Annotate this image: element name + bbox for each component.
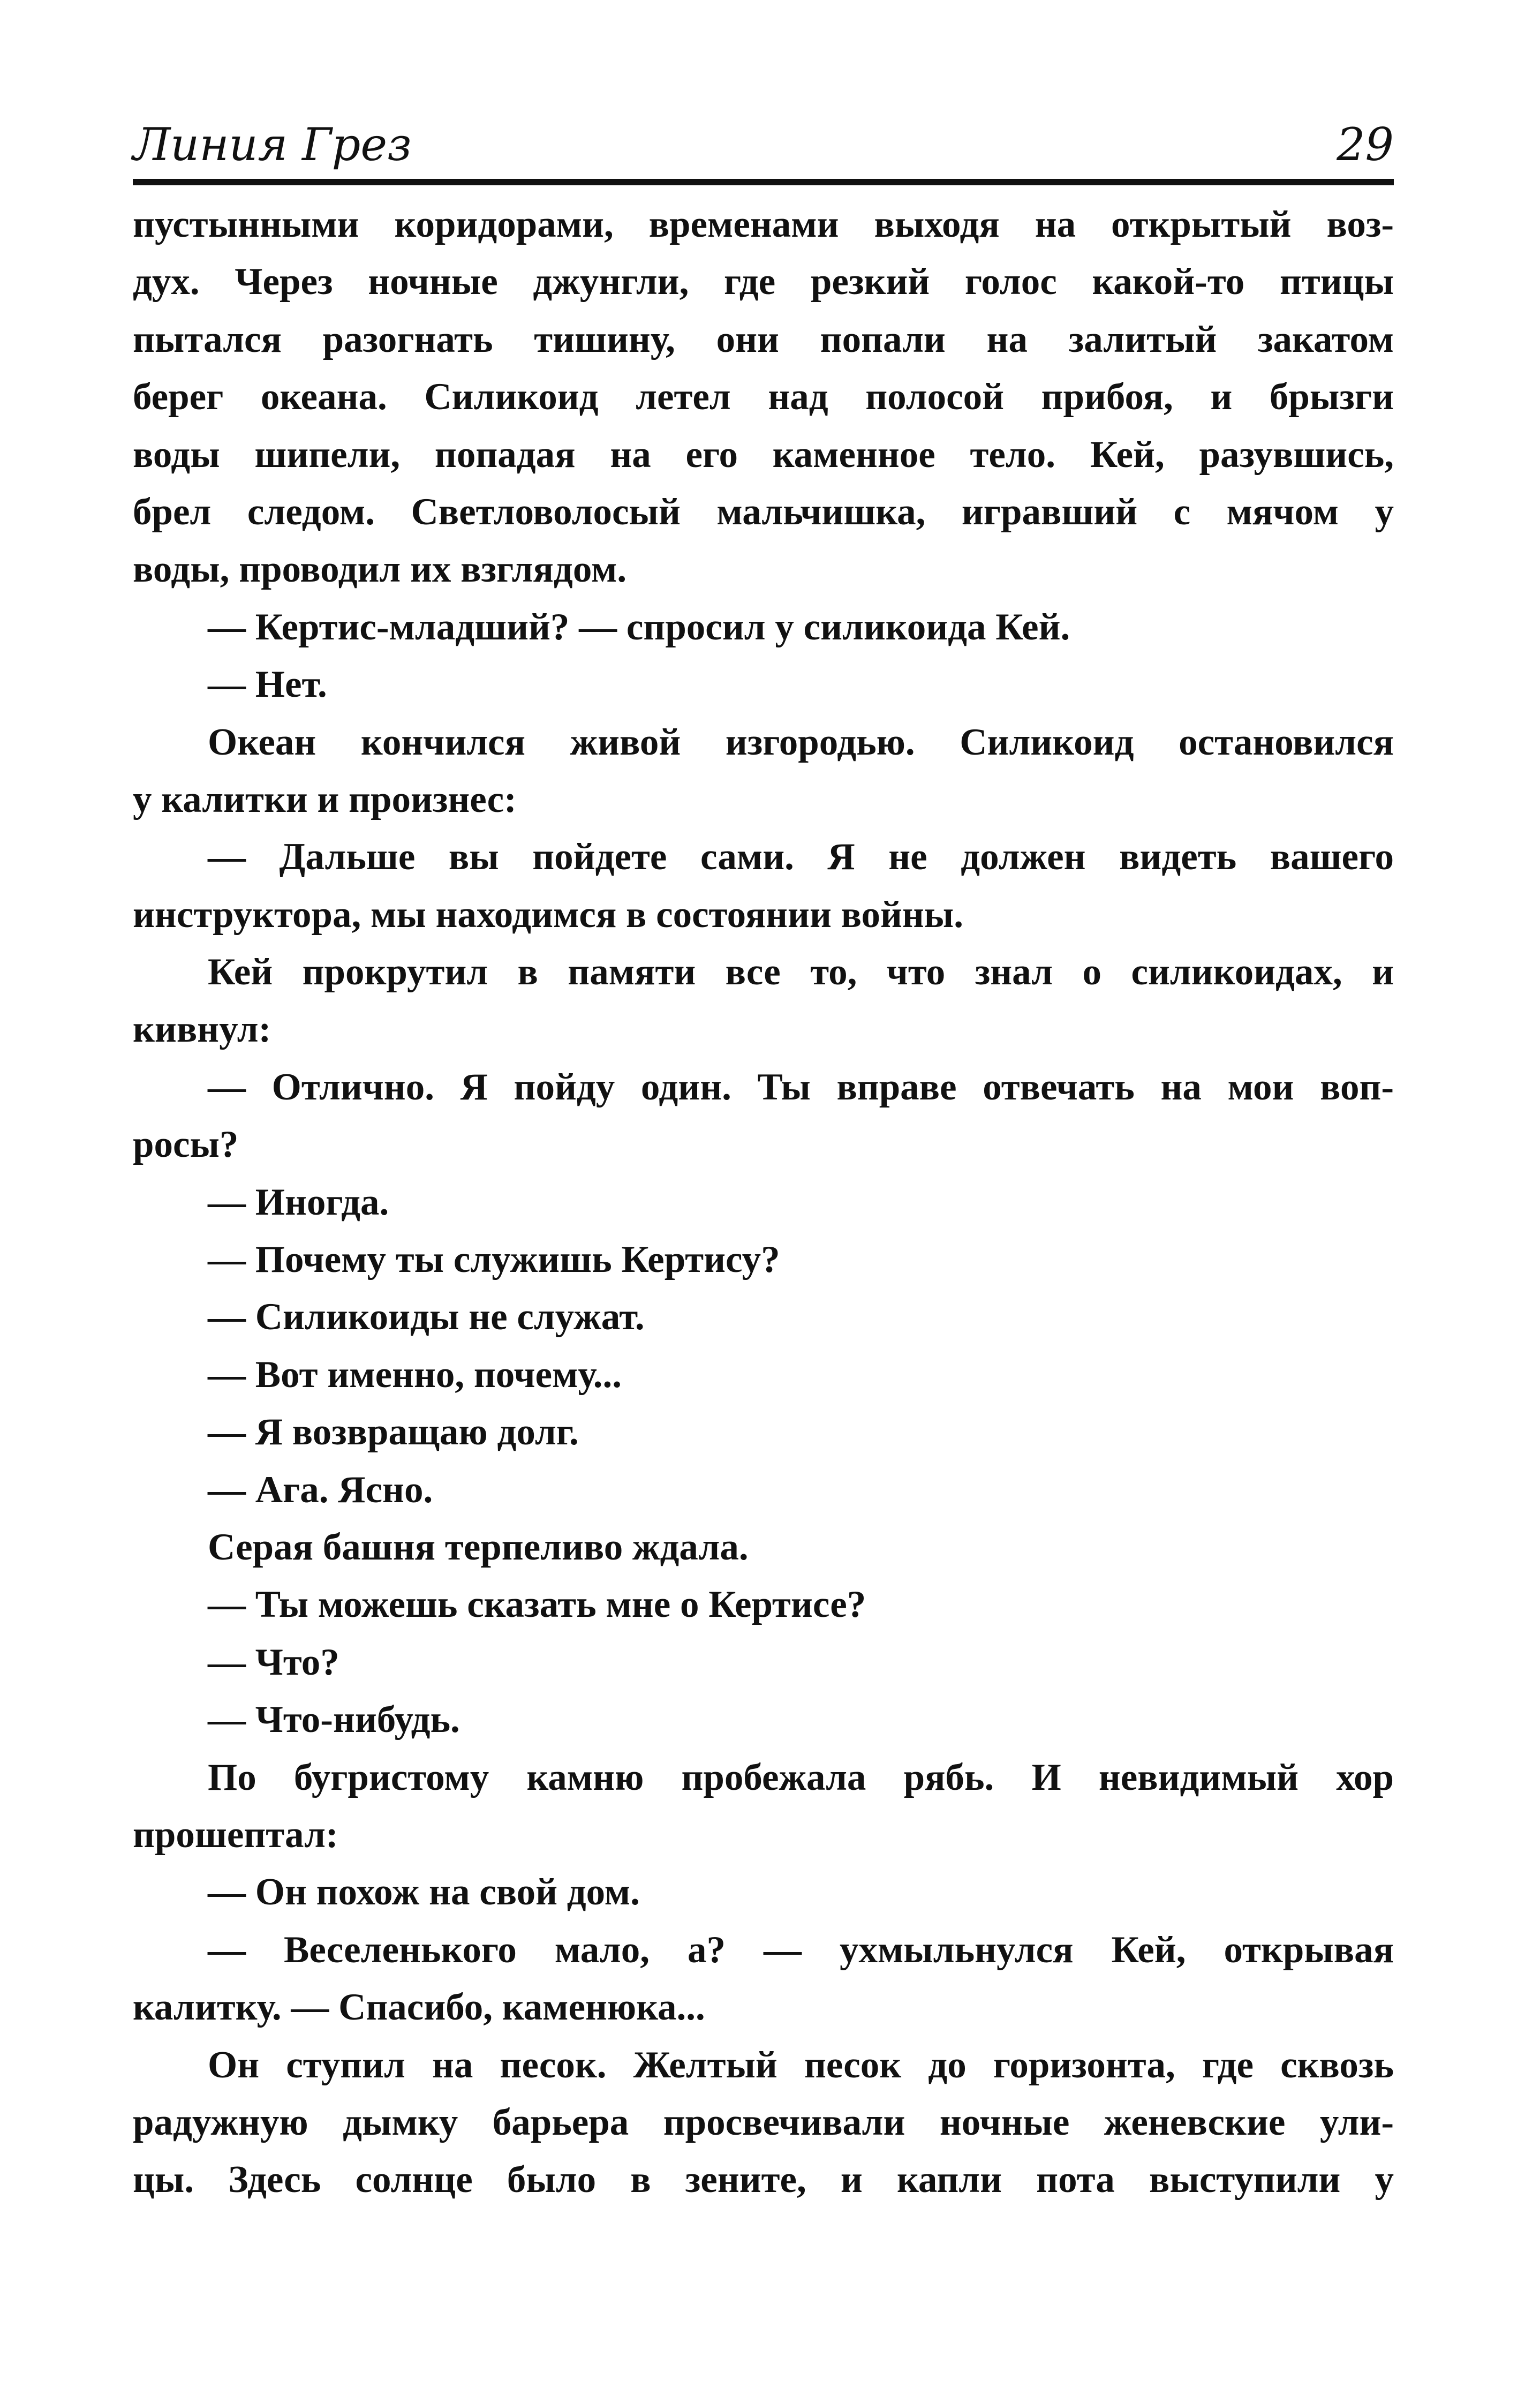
text-line: росы? (133, 1124, 239, 1166)
running-title: Линия Грез (133, 118, 412, 171)
text-line: — Дальше вы пойдете сами. Я не должен видеть вашего (208, 836, 1394, 878)
text-line: пытался разогнать тишину, они попали на залитый закатом (133, 318, 1394, 360)
text-line: Серая башня терпеливо ждала. (208, 1526, 749, 1568)
text-line: прошептал: (133, 1813, 338, 1856)
text-line: — Нет. (208, 664, 327, 706)
text-line: — Силикоиды не служат. (208, 1296, 645, 1338)
text-line: — Отлично. Я пойду один. Ты вправе отвечать на мои воп- (208, 1066, 1394, 1108)
text-line: кивнул: (133, 1008, 271, 1051)
text-line: радужную дымку барьера просвечивали ночные женевские ули- (133, 2101, 1394, 2143)
text-line: — Почему ты служишь Кертису? (208, 1239, 780, 1281)
page-header (133, 107, 1394, 171)
text-line: Кей прокрутил в памяти все то, что знал о силикоидах, и (208, 951, 1394, 993)
text-line: Он ступил на песок. Желтый песок до горизонта, где сквозь (208, 2044, 1394, 2086)
page-number: 29 (1337, 118, 1394, 171)
text-line: — Ты можешь сказать мне о Кертисе? (208, 1584, 866, 1626)
header-rule (133, 179, 1394, 185)
text-line: пустынными коридорами, временами выходя на открытый воз- (133, 204, 1394, 245)
text-line: цы. Здесь солнце было в зените, и капли пота выступили у (133, 2159, 1394, 2201)
text-line: — Он похож на свой дом. (208, 1871, 640, 1914)
body-text (133, 196, 1394, 2209)
text-line: воды шипели, попадая на его каменное тело. Кей, разувшись, (133, 433, 1394, 476)
text-line: воды, проводил их взглядом. (133, 548, 627, 591)
text-line: Океан кончился живой изгородью. Силикоид остановился (208, 721, 1394, 763)
text-line: брел следом. Светловолосый мальчишка, игравший с мячом у (133, 491, 1394, 533)
text-line: у калитки и произнес: (133, 778, 517, 820)
text-line: — Вот именно, почему... (208, 1353, 622, 1396)
text-line: — Ага. Ясно. (208, 1468, 433, 1511)
text-line: — Что-нибудь. (208, 1699, 460, 1741)
text-line: По бугристому камню пробежала рябь. И невидимый хор (208, 1756, 1394, 1798)
text-line: — Кертис-младший? — спросил у силикоида Кей. (208, 606, 1070, 648)
text-line: — Я возвращаю долг. (208, 1411, 579, 1453)
text-line: калитку. — Спасибо, каменюка... (133, 1986, 705, 2029)
text-line: — Что? (208, 1641, 339, 1683)
text-line: — Иногда. (208, 1181, 389, 1223)
text-line: дух. Через ночные джунгли, где резкий голос какой-то птицы (133, 261, 1394, 303)
text-line: берег океана. Силикоид летел над полосой прибоя, и брызги (133, 376, 1394, 418)
text-line: инструктора, мы находимся в состоянии войны. (133, 893, 963, 936)
text-line: — Веселенького мало, а? — ухмыльнулся Кей, открывая (208, 1929, 1394, 1971)
